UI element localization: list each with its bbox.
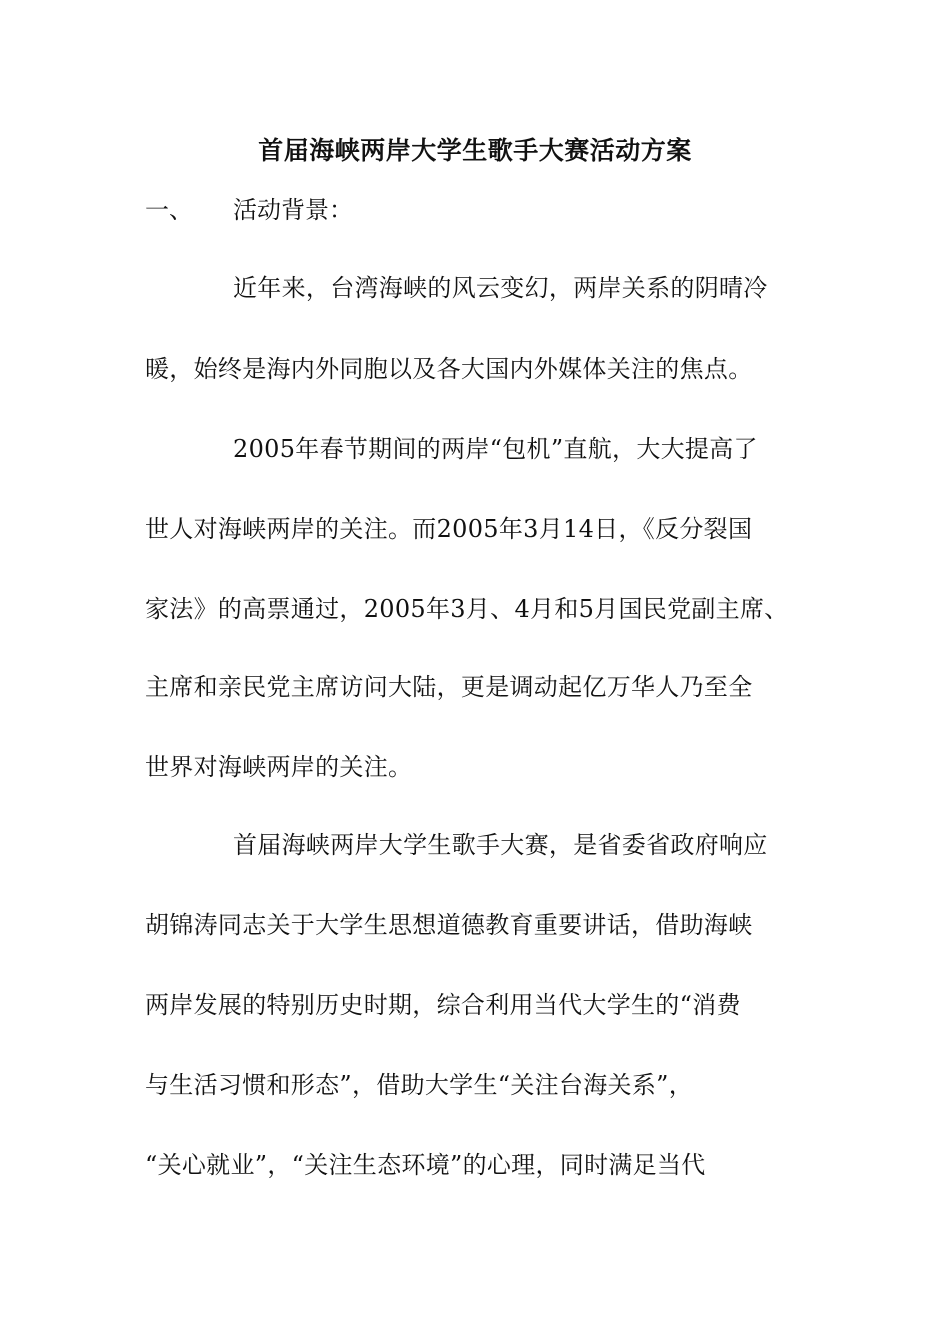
paragraph-line: 胡锦涛同志关于大学生思想道德教育重要讲话，借助海峡 — [145, 911, 753, 939]
paragraph-line: 两岸发展的特别历史时期，综合利用当代大学生的“消费 — [145, 991, 741, 1019]
paragraph-line: 暖，始终是海内外同胞以及各大国内外媒体关注的焦点。 — [145, 355, 753, 383]
paragraph-line: 与生活习惯和形态”，借助大学生“关注台海关系”， — [145, 1071, 694, 1099]
section-number: 一、 — [145, 196, 193, 224]
document-title: 首届海峡两岸大学生歌手大赛活动方案 — [258, 136, 692, 165]
paragraph-line: 世界对海峡两岸的关注。 — [145, 753, 413, 781]
paragraph-line: 2005年春节期间的两岸“包机”直航，大大提高了 — [233, 435, 758, 463]
paragraph-line: “关心就业”，“关注生态环境”的心理，同时满足当代 — [145, 1151, 706, 1179]
paragraph-line: 世人对海峡两岸的关注。而2005年3月14日，《反分裂国 — [145, 515, 753, 543]
paragraph-line: 家法》的高票通过，2005年3月、4月和5月国民党副主席、 — [145, 595, 789, 623]
paragraph-line: 近年来，台湾海峡的风云变幻，两岸关系的阴晴冷 — [233, 274, 768, 302]
paragraph-line: 主席和亲民党主席访问大陆，更是调动起亿万华人乃至全 — [145, 673, 753, 701]
section-heading-text: 活动背景： — [233, 196, 353, 224]
paragraph-line: 首届海峡两岸大学生歌手大赛，是省委省政府响应 — [233, 831, 768, 859]
